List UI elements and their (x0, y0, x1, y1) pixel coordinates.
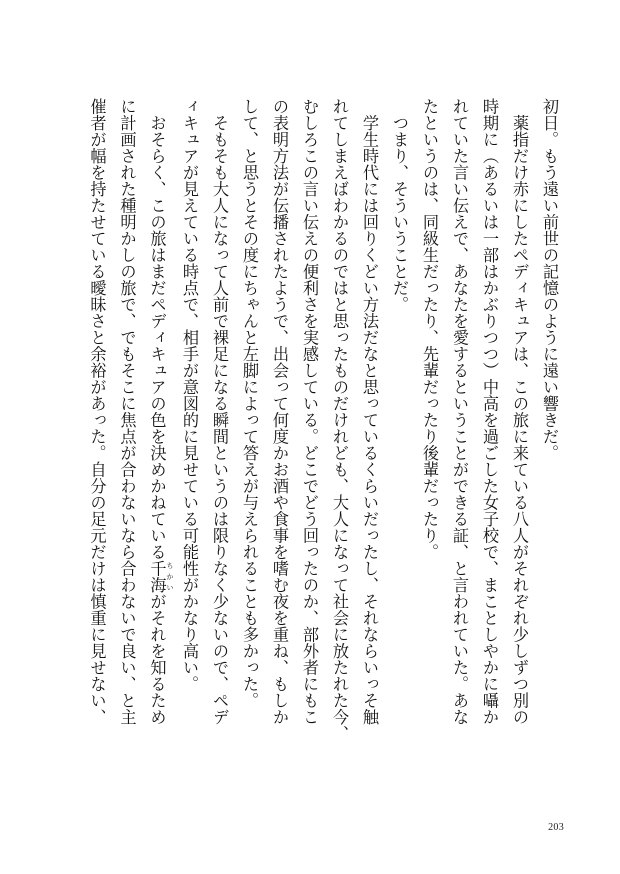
text-line-8: れてしまえばわかるのではと思ったものだけれども、大人になって社会に放たれた今、 (330, 98, 349, 742)
ruby-reading: ちかい (166, 560, 174, 593)
text-line-3: 時期に（あるいは一部はかぶりつつ）中高を過ごした女子校で、まことしやかに囁か (480, 98, 499, 725)
text-line-12: そもそも大人になって人前で裸足になる瞬間というのは限りなく少ないので、ペデ (210, 98, 229, 725)
ruby-base: 千海 (147, 560, 167, 593)
text-line-7: 学生時代には回りくどい方法だなと思っているくらいだったし、それならいっそ触 (360, 98, 379, 725)
text-line-13: ィキュアが見えている時点で、相手が意図的に見せている可能性がかなり高い。 (180, 98, 199, 692)
text-line-4: れていた言い伝えで、あなたを愛するということができる証、と言われていた。あな (450, 98, 469, 725)
text-line-16: 催者が幅を持たせている曖昧さと余裕があった。自分の足元だけは慎重に見せない、 (87, 98, 107, 725)
text-line-6: つまり、そういうことだ。 (390, 98, 409, 313)
page-number: 203 (548, 822, 564, 833)
text-line-10: の表明方法が伝播されたようで、出会って何度かお酒や食事を嗜む夜を重ね、もしか (270, 98, 289, 725)
text-line-14-after: がそれを知るため (147, 593, 167, 725)
text-line-14-before: おそらく、この旅はまだペディキュアの色を決めかねている (147, 98, 167, 560)
text-line-11: して、と思うとその度にちゃんと左脚によって答えが与えられることも多かった。 (240, 98, 259, 709)
text-line-14 (142, 98, 175, 788)
text-line-5: たというのは、同級生だったり、先輩だったり後輩だったり。 (420, 98, 439, 560)
vertical-text-body (82, 98, 565, 788)
ruby-chikai (147, 560, 174, 593)
text-line-1: 初日。もう遠い前世の記憶のように遠い響きだ。 (540, 98, 559, 461)
text-line-9: むしろこの言い伝えの便利さを実感している。どこでどう回ったのか、部外者にもこ (300, 98, 319, 725)
text-line-2: 薬指だけ赤にしたペディキュアは、この旅に来ている八人がそれぞれ少しずつ別の (510, 98, 529, 725)
text-line-15: に計画された種明かしの旅で、でもそこに焦点が合わないなら合わないで良い、と主 (117, 98, 137, 725)
